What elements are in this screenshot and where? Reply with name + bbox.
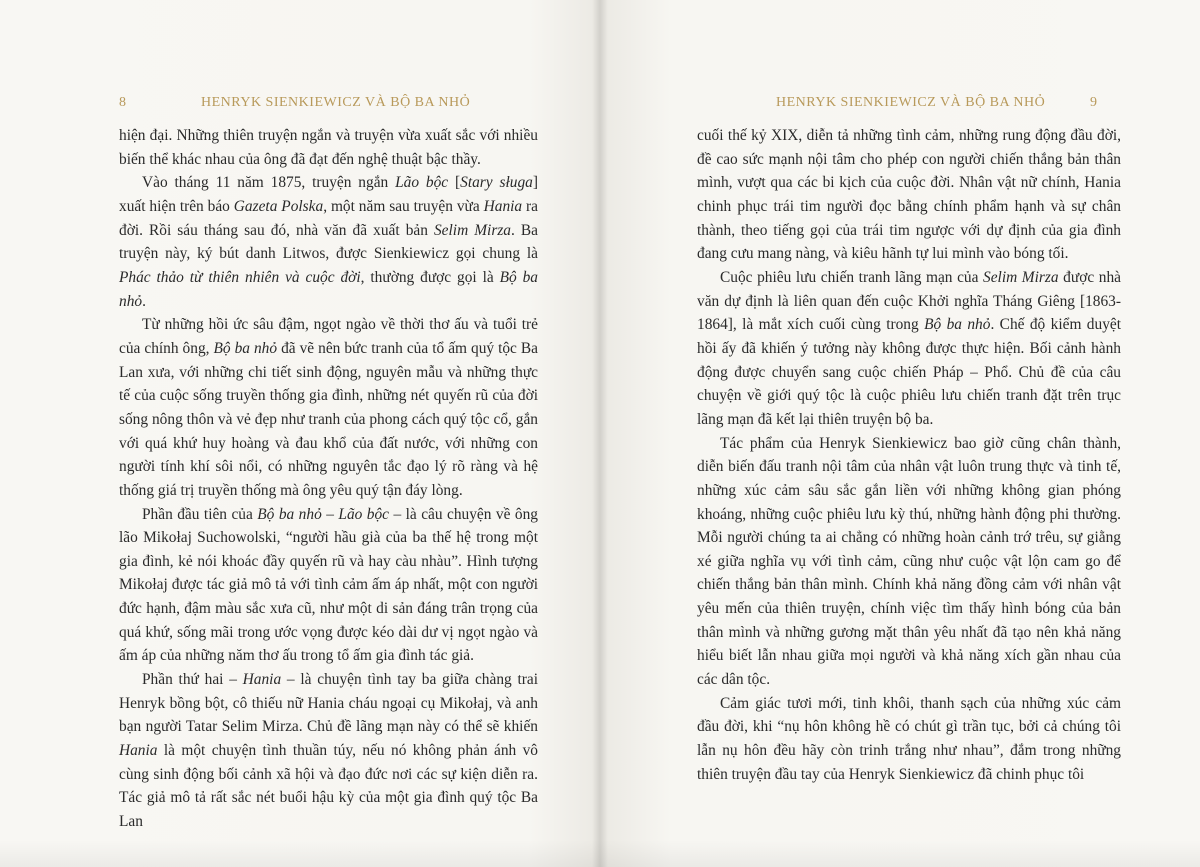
text-run: , một năm sau truyện vừa <box>323 197 484 215</box>
text-run: ra đời. Rồi sáu tháng sau đó, nhà văn đã xuất bản <box>119 197 538 239</box>
text-run: [ <box>448 174 461 192</box>
text-run: Phần đầu tiên của <box>142 505 258 523</box>
text-run: Cảm giác tươi mới, tinh khôi, thanh sạch của những xúc cảm đầu đời, khi “nụ hôn không hề có chút gì trần tục, bởi cả chúng tôi lẫn nụ hôn đều hãy còn trinh trắng như nhau”, đắm trong những thiên truyện đầu tay của Henryk Sienkiewicz đã chinh phục tôi <box>697 694 1121 783</box>
page-number-right: 9 <box>1090 95 1097 110</box>
text-run: hiện đại. Những thiên truyện ngắn và truyện vừa xuất sắc với nhiều biến thể khác nhau của ông đã đạt đến nghệ thuật bậc thầy. <box>119 127 538 168</box>
text-run: Vào tháng 11 năm 1875, truyện ngắn <box>142 174 396 192</box>
text-run: Từ những hồi ức sâu đậm, ngọt ngào về thời thơ ấu và tuổi trẻ của chính ông, <box>119 316 538 357</box>
italic-text: Stary sługa <box>460 174 533 192</box>
italic-text: Hania <box>242 671 282 689</box>
italic-text: Selim Mirza <box>983 268 1059 286</box>
text-run: Tác phẩm của Henryk Sienkiewicz bao giờ cũng chân thành, diễn biến đấu tranh nội tâm của nhân vật luôn trung thực và tinh tế, những xúc cảm sâu sắc gắn liền với những không gian phóng khoáng, những cuộc phiêu lưu kỳ thú, những hành động phi thường. Mỗi người chúng ta ai chẳng có những hoàn cảnh trớ trêu, sự giằng xé giữa nghĩa vụ với tình cảm, cũng như cuộc vật lộn cam go để chiến thắng bản thân mình. Chính khả năng đồng cảm với nhân vật yêu mến của thiên truyện, chính việc tìm thấy hình bóng của bản thân mình và những gương mặt thân yêu nhất đã tạo nên khả năng hiểu biết lẫn nhau giữa mọi người và khả năng xích gần nhau của các dân tộc. <box>697 434 1121 689</box>
italic-text: Hania <box>483 197 523 215</box>
text-run: là một chuyện tình thuần túy, nếu nó không phản ánh vô cùng sinh động bối cảnh xã hội và đạo đức nơi các sự kiện diễn ra. Tác giả mô tả rất sắc nét buổi hậu kỳ của một gia đình quý tộc Ba Lan <box>119 742 538 831</box>
text-run: – là chuyện tình tay ba giữa chàng trai Henryk bồng bột, cô thiếu nữ Hania cháu ngoại cụ Mikołaj, và anh bạn người Tatar Selim Mirza. Chủ đề lãng mạn này có thể sẽ khiến <box>119 671 538 736</box>
body-text-left <box>119 124 538 834</box>
text-run: . Chế độ kiểm duyệt hồi ấy đã khiến ý tưởng này không được thực hiện. Bối cảnh hành động được chuyển sang cuộc chiến Pháp – Phổ. Chủ đề của câu chuyện về giới quý tộc là cuộc phiêu lưu chiến tranh đặt trên trục lãng mạn đã kết lại thiên truyện bộ ba. <box>697 316 1121 428</box>
running-head-right: HENRYK SIENKIEWICZ VÀ BỘ BA NHỎ <box>776 95 1046 110</box>
italic-text: Gazeta Polska <box>233 197 324 215</box>
paragraph <box>119 313 538 502</box>
book-gutter <box>592 0 608 867</box>
text-run: . <box>142 292 146 310</box>
text-run: , thường được gọi là <box>360 268 500 286</box>
text-run: cuối thế kỷ XIX, diễn tả những tình cảm, những rung động đầu đời, đề cao sức mạnh nội tâm cho phép con người chiến thắng bản thân mình, vượt qua các bi kịch của cuộc đời. Nhân vật nữ chính, Hania chinh phục trái tim người đọc bằng chính phẩm hạnh và sự chân thành, theo tiếng gọi của trái tim ngược với dự định của gia đình đang cưu mang nàng, và kiêu hãnh tự lui mình vào bóng tối. <box>697 127 1121 263</box>
italic-text: Bộ ba nhỏ – Lão bộc <box>257 505 390 523</box>
body-text-right <box>697 124 1121 786</box>
text-run: Cuộc phiêu lưu chiến tranh lãng mạn của <box>720 268 984 286</box>
page-bottom-shadow <box>0 840 1200 867</box>
italic-text: Phác thảo từ thiên nhiên và cuộc đời <box>119 268 361 286</box>
text-run: . Ba truyện này, ký bút danh Litwos, được Sienkiewicz gọi chung là <box>119 221 539 263</box>
italic-text: Bộ ba nhỏ <box>213 339 278 357</box>
italic-text: Bộ ba nhỏ <box>924 316 991 334</box>
paragraph <box>119 668 538 834</box>
italic-text: Lão bộc <box>395 174 449 192</box>
italic-text: Bộ ba nhỏ <box>119 268 538 310</box>
text-run: Phần thứ hai – <box>142 671 243 689</box>
paragraph <box>697 266 1121 432</box>
paragraph <box>119 171 538 313</box>
text-run: đã vẽ nên bức tranh của tổ ấm quý tộc Ba Lan xưa, với những chi tiết sinh động, nguyên mẫu và những thực tế của cuộc sống truyền thống gia đình, những nét quyến rũ của đời sống nông thôn và vẻ đẹp như tranh của phong cách quý tộc cổ, gắn với quá khứ huy hoàng và đau khổ của đất nước, với những con người tính khí sôi nổi, có những nguyên tắc đạo lý rõ ràng và hệ thống giá trị truyền thống mà ông yêu quý tận đáy lòng. <box>119 339 538 499</box>
paragraph <box>119 503 538 669</box>
text-run: – là câu chuyện về ông lão Mikołaj Suchowolski, “người hầu già của ba thế hệ trong một gia đình, kẻ nói khoác đầy quyến rũ và hay càu nhàu”. Hình tượng Mikołaj được tác giả mô tả với tình cảm ấm áp nhất, một con người đức hạnh, đậm màu sắc xưa cũ, như một di sản đáng trân trọng của quá khứ, sống mãi trong ước vọng được kéo dài dư vị ngọt ngào và ấm áp của những năm thơ ấu trong tổ ấm gia đình tác giả. <box>119 505 538 665</box>
italic-text: Hania <box>119 742 158 760</box>
text-run: được nhà văn dự định là liên quan đến cuộc Khởi nghĩa Tháng Giêng [1863-1864], là mắt xích cuối cùng trong <box>697 268 1121 334</box>
paragraph <box>697 692 1121 787</box>
page-number-left: 8 <box>119 95 126 110</box>
paragraph <box>119 124 538 171</box>
italic-text: Selim Mirza <box>433 221 512 239</box>
paragraph <box>697 432 1121 692</box>
text-run: ] xuất hiện trên báo <box>119 174 538 215</box>
paragraph <box>697 124 1121 266</box>
right-page <box>600 0 1200 867</box>
running-head-left: HENRYK SIENKIEWICZ VÀ BỘ BA NHỎ <box>201 95 471 110</box>
